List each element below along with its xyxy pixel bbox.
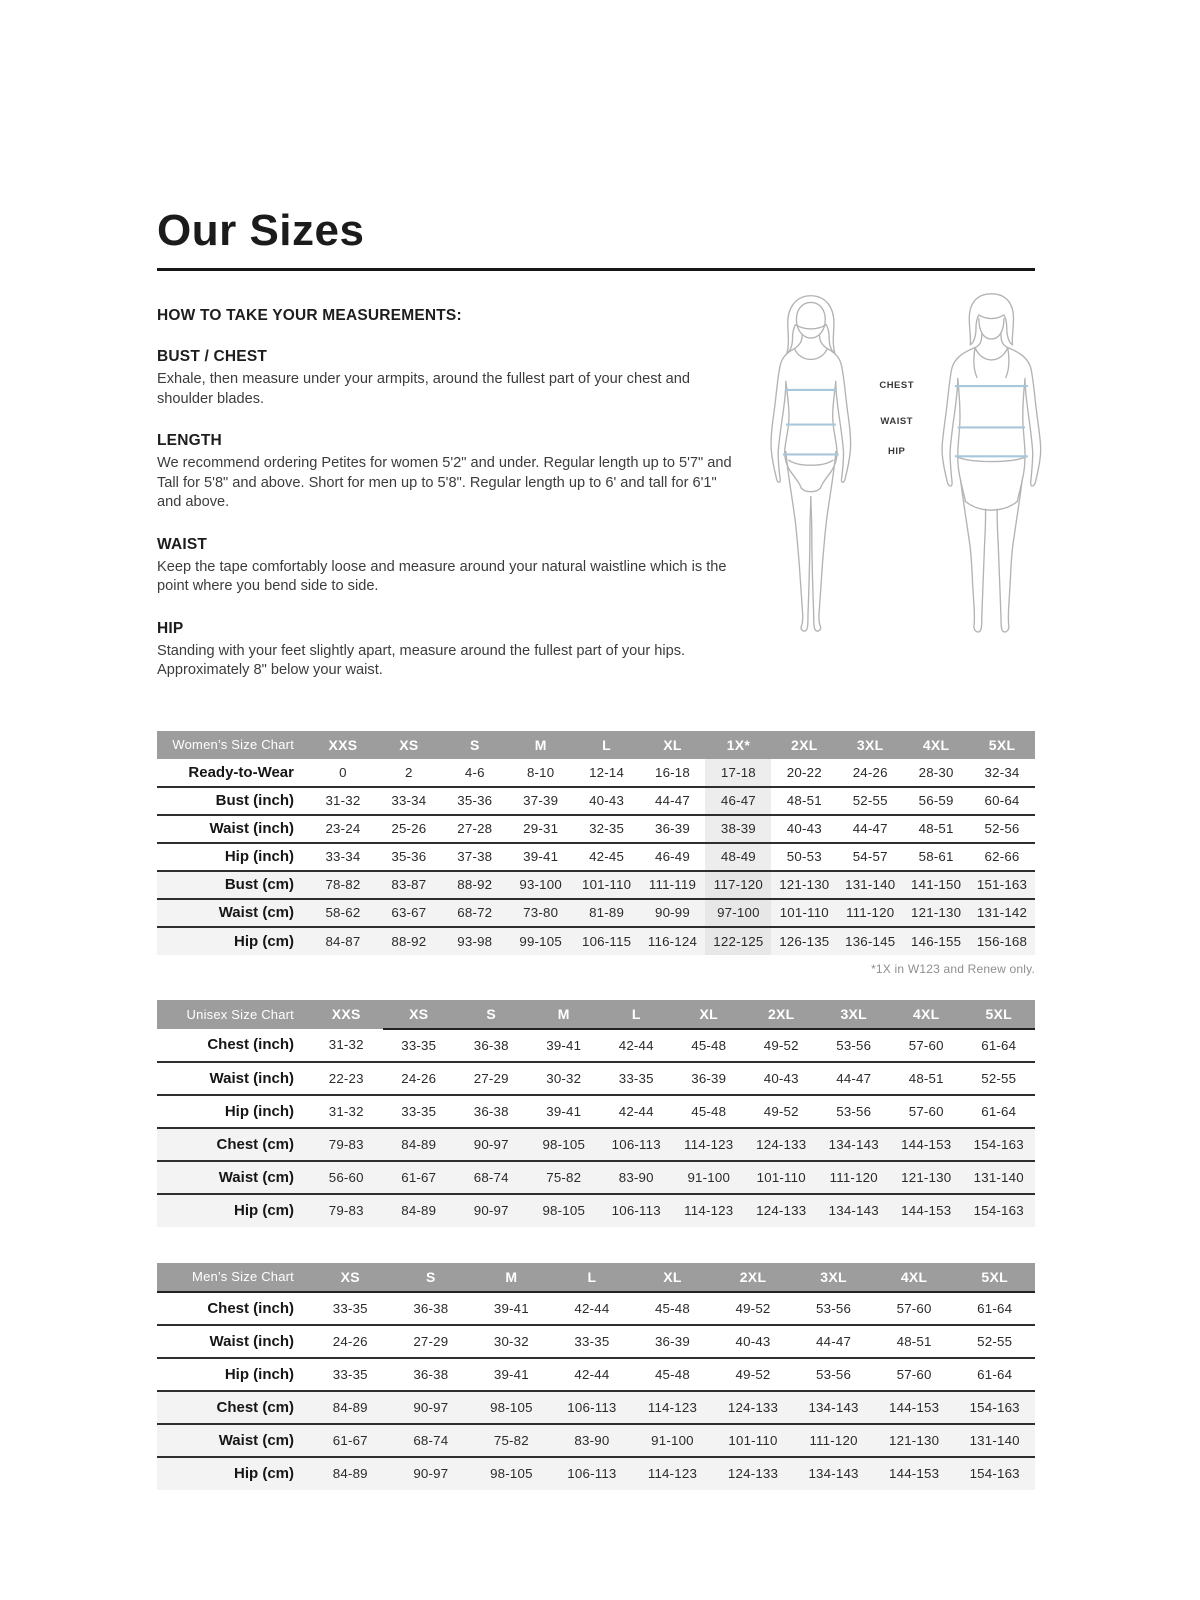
section-length [157, 432, 732, 513]
size-value: 46-47 [705, 787, 771, 815]
table-row [157, 815, 1035, 843]
size-value: 61-64 [981, 1037, 1017, 1053]
size-value: 98-105 [528, 1194, 601, 1227]
table-row [157, 1128, 1035, 1161]
row-label: Waist (cm) [157, 1161, 310, 1194]
size-value: 49-52 [735, 1300, 771, 1316]
size-value: 75-82 [528, 1161, 601, 1194]
size-value: 156-168 [969, 927, 1035, 955]
size-value: 124-133 [745, 1128, 818, 1161]
female-figure-icon [757, 283, 865, 645]
section-heading: BUST / CHEST [157, 348, 268, 365]
size-value: 99-105 [508, 927, 574, 955]
row-label: Hip (inch) [157, 1358, 310, 1391]
size-header: 5XL [969, 731, 1035, 759]
size-value: 54-57 [837, 843, 903, 871]
size-value: 50-53 [771, 843, 837, 871]
row-label: Waist (inch) [157, 1062, 310, 1095]
size-value: 2 [405, 764, 413, 780]
how-to-heading: HOW TO TAKE YOUR MEASUREMENTS: [157, 307, 462, 324]
size-value: 101-110 [771, 899, 837, 927]
size-value: 56-59 [903, 787, 969, 815]
size-value: 39-41 [471, 1358, 552, 1391]
size-header: S [455, 1000, 528, 1029]
size-value: 58-61 [903, 843, 969, 871]
size-value: 22-23 [310, 1062, 383, 1095]
size-value: 144-153 [874, 1457, 955, 1490]
size-value: 27-29 [455, 1062, 528, 1095]
size-value: 154-163 [954, 1391, 1035, 1424]
size-header: 4XL [903, 731, 969, 759]
size-value: 57-60 [874, 1358, 955, 1391]
row-label: Chest (inch) [207, 1299, 294, 1317]
size-value: 84-89 [310, 1391, 391, 1424]
row-label: Hip (cm) [157, 1194, 310, 1227]
male-figure-icon [926, 283, 1057, 645]
size-value: 8-10 [526, 764, 555, 780]
size-value: 90-99 [640, 899, 706, 927]
size-value: 52-55 [954, 1325, 1035, 1358]
size-header: XS [383, 1000, 456, 1029]
size-value: 84-89 [383, 1128, 456, 1161]
size-value: 90-97 [391, 1391, 472, 1424]
size-value: 27-28 [442, 815, 508, 843]
size-value: 131-140 [963, 1161, 1036, 1194]
size-value: 33-34 [376, 787, 442, 815]
size-value: 111-119 [640, 871, 706, 899]
size-value: 38-39 [705, 815, 771, 843]
size-value: 84-89 [310, 1457, 391, 1490]
size-value: 63-67 [376, 899, 442, 927]
size-value: 88-92 [376, 927, 442, 955]
size-header: M [528, 1000, 601, 1029]
size-value: 12-14 [589, 764, 625, 780]
size-value: 106-113 [600, 1194, 673, 1227]
size-value: 53-56 [818, 1095, 891, 1128]
size-value: 121-130 [874, 1424, 955, 1457]
size-header: XL [640, 731, 706, 759]
size-header: S [442, 731, 508, 759]
row-label: Hip (cm) [157, 1457, 310, 1490]
size-value: 48-51 [874, 1325, 955, 1358]
size-value: 42-45 [574, 843, 640, 871]
table-footnote: *1X in W123 and Renew only. [871, 961, 1035, 976]
size-value: 134-143 [818, 1194, 891, 1227]
row-label: Bust (inch) [157, 787, 310, 815]
size-value: 93-98 [442, 927, 508, 955]
size-value: 68-74 [455, 1161, 528, 1194]
size-value: 37-39 [508, 787, 574, 815]
size-value: 98-105 [471, 1391, 552, 1424]
size-value: 36-39 [673, 1062, 746, 1095]
size-value: 79-83 [310, 1194, 383, 1227]
size-value: 25-26 [376, 815, 442, 843]
womens-size-chart [157, 731, 1035, 955]
size-value: 154-163 [954, 1457, 1035, 1490]
size-value: 17-18 [705, 759, 771, 787]
size-value: 117-120 [705, 871, 771, 899]
size-value: 90-97 [391, 1457, 472, 1490]
size-value: 111-120 [837, 899, 903, 927]
size-value: 98-105 [528, 1128, 601, 1161]
size-value: 31-32 [310, 1095, 383, 1128]
size-value: 116-124 [640, 927, 706, 955]
section-heading: LENGTH [157, 432, 222, 449]
size-value: 42-44 [618, 1037, 654, 1053]
size-value: 114-123 [673, 1194, 746, 1227]
section-bust-chest [157, 348, 732, 409]
size-value: 121-130 [771, 871, 837, 899]
section-heading: HIP [157, 619, 184, 637]
size-header: 4XL [874, 1263, 955, 1292]
size-value: 144-153 [890, 1128, 963, 1161]
size-value: 57-60 [908, 1037, 944, 1053]
size-value: 44-47 [818, 1062, 891, 1095]
size-value: 44-47 [837, 815, 903, 843]
size-value: 93-100 [508, 871, 574, 899]
size-value: 124-133 [745, 1194, 818, 1227]
title-divider [157, 268, 1035, 271]
size-value: 36-38 [455, 1095, 528, 1128]
size-value: 36-38 [391, 1358, 472, 1391]
size-header: S [391, 1263, 472, 1292]
size-value: 121-130 [890, 1161, 963, 1194]
size-header: L [552, 1263, 633, 1292]
size-value: 131-142 [969, 899, 1035, 927]
size-value: 49-52 [763, 1037, 799, 1053]
row-label: Bust (cm) [157, 871, 310, 899]
size-header: XXS [310, 731, 376, 759]
size-value: 39-41 [528, 1095, 601, 1128]
size-value: 114-123 [673, 1128, 746, 1161]
womens-size-chart-title: Women’s Size Chart [157, 731, 310, 759]
size-value: 131-140 [954, 1424, 1035, 1457]
size-value: 154-163 [963, 1128, 1036, 1161]
table-row [157, 1062, 1035, 1095]
size-value: 35-36 [442, 787, 508, 815]
size-header: 4XL [890, 1000, 963, 1029]
size-value: 20-22 [786, 764, 822, 780]
mens-size-chart [157, 1263, 1035, 1490]
size-value: 121-130 [903, 899, 969, 927]
size-value: 57-60 [896, 1300, 932, 1316]
size-header: XL [673, 1000, 746, 1029]
size-value: 124-133 [713, 1457, 794, 1490]
size-value: 48-51 [903, 815, 969, 843]
row-label: Hip (inch) [157, 1095, 310, 1128]
content-column [157, 0, 1035, 1490]
size-value: 114-123 [632, 1457, 713, 1490]
section-hip [157, 620, 732, 681]
section-body: Exhale, then measure under your armpits, around the fullest part of your chest and shoulder blades. [157, 371, 690, 407]
size-value: 106-113 [600, 1128, 673, 1161]
size-value: 39-41 [546, 1037, 582, 1053]
size-value: 83-90 [552, 1424, 633, 1457]
waist-label: WAIST [880, 416, 913, 427]
section-body: Keep the tape comfortably loose and measure around your natural waistline which is the point where you bend side to side. [157, 558, 727, 594]
size-header: 2XL [771, 731, 837, 759]
mens-size-chart-wrap [157, 1263, 1035, 1490]
size-value: 30-32 [471, 1325, 552, 1358]
size-value: 73-80 [508, 899, 574, 927]
size-value: 68-72 [442, 899, 508, 927]
size-value: 79-83 [310, 1128, 383, 1161]
size-value: 58-62 [310, 899, 376, 927]
size-value: 42-44 [552, 1358, 633, 1391]
size-value: 53-56 [793, 1358, 874, 1391]
size-header: L [600, 1000, 673, 1029]
table-row [157, 899, 1035, 927]
size-value: 90-97 [455, 1194, 528, 1227]
row-label: Hip (cm) [157, 927, 310, 955]
size-value: 36-38 [413, 1300, 449, 1316]
size-header: 3XL [818, 1000, 891, 1029]
size-value: 124-133 [713, 1391, 794, 1424]
size-value: 68-74 [391, 1424, 472, 1457]
size-value: 136-145 [837, 927, 903, 955]
size-value: 45-48 [673, 1095, 746, 1128]
size-value: 97-100 [705, 899, 771, 927]
page-title: Our Sizes [157, 206, 365, 255]
unisex-size-chart-title: Unisex Size Chart [157, 1000, 310, 1029]
table-row [157, 759, 1035, 787]
size-value: 32-34 [984, 764, 1020, 780]
size-value: 114-123 [632, 1391, 713, 1424]
size-header: XS [376, 731, 442, 759]
table-row [157, 1095, 1035, 1128]
size-value: 111-120 [793, 1424, 874, 1457]
size-value: 61-67 [383, 1161, 456, 1194]
table-row [157, 1194, 1035, 1227]
size-header: 1X* [705, 731, 771, 759]
section-body: We recommend ordering Petites for women 5'2" and under. Regular length up to 5'7" and Tall for 5'8" and above. Short for men up to 5'8". Regular length up to 6' and tall for 6'1" and above. [157, 455, 732, 510]
size-value: 45-48 [654, 1300, 690, 1316]
size-value: 33-35 [600, 1062, 673, 1095]
size-value: 31-32 [328, 1037, 364, 1052]
size-value: 16-18 [654, 764, 690, 780]
size-value: 154-163 [963, 1194, 1036, 1227]
size-value: 57-60 [890, 1095, 963, 1128]
size-value: 33-35 [401, 1037, 437, 1053]
table-row [157, 1424, 1035, 1457]
table-row [157, 1457, 1035, 1490]
row-label: Chest (inch) [207, 1036, 294, 1053]
section-body: Standing with your feet slightly apart, measure around the fullest part of your hips. Approximately 8" below your waist. [157, 642, 686, 678]
chest-label: CHEST [879, 380, 915, 391]
measurement-figures [757, 283, 1057, 645]
size-value: 75-82 [471, 1424, 552, 1457]
size-value: 35-36 [376, 843, 442, 871]
size-value: 101-110 [574, 871, 640, 899]
size-value: 44-47 [640, 787, 706, 815]
table-row [157, 787, 1035, 815]
size-value: 40-43 [771, 815, 837, 843]
size-value: 40-43 [713, 1325, 794, 1358]
size-value: 4-6 [464, 764, 485, 780]
size-value: 23-24 [310, 815, 376, 843]
table-row [157, 843, 1035, 871]
unisex-size-chart [157, 1000, 1035, 1227]
unisex-size-chart-wrap [157, 1000, 1035, 1227]
size-header: M [471, 1263, 552, 1292]
size-value: 101-110 [745, 1161, 818, 1194]
size-value: 49-52 [745, 1095, 818, 1128]
size-value: 126-135 [771, 927, 837, 955]
size-value: 111-120 [818, 1161, 891, 1194]
size-value: 60-64 [969, 787, 1035, 815]
size-value: 33-34 [310, 843, 376, 871]
size-value: 134-143 [793, 1457, 874, 1490]
section-waist [157, 536, 732, 597]
size-value: 24-26 [852, 764, 888, 780]
size-value: 32-35 [574, 815, 640, 843]
size-value: 24-26 [383, 1062, 456, 1095]
size-value: 49-52 [713, 1358, 794, 1391]
size-value: 44-47 [793, 1325, 874, 1358]
size-value: 101-110 [713, 1424, 794, 1457]
table-row [157, 1161, 1035, 1194]
size-value: 83-90 [600, 1161, 673, 1194]
size-value: 48-51 [890, 1062, 963, 1095]
row-label: Chest (cm) [157, 1128, 310, 1161]
row-label: Hip (inch) [157, 843, 310, 871]
table-row [157, 1325, 1035, 1358]
size-value: 151-163 [969, 871, 1035, 899]
size-value: 84-89 [383, 1194, 456, 1227]
mens-size-chart-title: Men’s Size Chart [157, 1263, 310, 1292]
size-value: 48-49 [705, 843, 771, 871]
size-value: 36-39 [640, 815, 706, 843]
size-header: XS [310, 1263, 391, 1292]
womens-size-chart-wrap [157, 731, 1035, 976]
size-header: XL [632, 1263, 713, 1292]
size-header: 5XL [963, 1000, 1036, 1029]
size-value: 106-113 [552, 1391, 633, 1424]
size-value: 98-105 [471, 1457, 552, 1490]
size-value: 53-56 [816, 1300, 852, 1316]
size-value: 91-100 [632, 1424, 713, 1457]
size-value: 24-26 [310, 1325, 391, 1358]
size-value: 61-64 [963, 1095, 1036, 1128]
size-value: 146-155 [903, 927, 969, 955]
table-row [157, 1029, 1035, 1062]
size-value: 39-41 [508, 843, 574, 871]
size-value: 42-44 [574, 1300, 610, 1316]
size-value: 29-31 [508, 815, 574, 843]
size-value: 134-143 [793, 1391, 874, 1424]
size-value: 88-92 [442, 871, 508, 899]
size-value: 40-43 [745, 1062, 818, 1095]
size-value: 52-56 [969, 815, 1035, 843]
size-value: 33-35 [310, 1358, 391, 1391]
row-label: Waist (inch) [157, 815, 310, 843]
size-value: 78-82 [310, 871, 376, 899]
size-value: 81-89 [574, 899, 640, 927]
size-value: 83-87 [376, 871, 442, 899]
size-header: L [574, 731, 640, 759]
size-value: 45-48 [691, 1037, 727, 1053]
size-header: 5XL [954, 1263, 1035, 1292]
size-value: 39-41 [493, 1300, 529, 1316]
size-header: 2XL [745, 1000, 818, 1029]
table-row [157, 1292, 1035, 1325]
size-value: 30-32 [528, 1062, 601, 1095]
size-value: 61-64 [954, 1358, 1035, 1391]
size-value: 31-32 [310, 787, 376, 815]
section-heading: WAIST [157, 535, 208, 553]
table-row [157, 927, 1035, 955]
size-header: XXS [310, 1000, 383, 1029]
size-value: 33-35 [552, 1325, 633, 1358]
table-row [157, 871, 1035, 899]
size-value: 61-64 [977, 1300, 1013, 1316]
measure-labels [865, 283, 927, 645]
size-value: 144-153 [874, 1391, 955, 1424]
size-value: 56-60 [310, 1161, 383, 1194]
size-value: 84-87 [310, 927, 376, 955]
size-value: 42-44 [600, 1095, 673, 1128]
size-value: 134-143 [818, 1128, 891, 1161]
size-value: 52-55 [837, 787, 903, 815]
size-value: 48-51 [771, 787, 837, 815]
size-value: 106-115 [574, 927, 640, 955]
row-label: Ready-to-Wear [188, 763, 294, 781]
size-value: 0 [339, 764, 347, 780]
size-value: 61-67 [310, 1424, 391, 1457]
size-header: 3XL [837, 731, 903, 759]
size-value: 90-97 [455, 1128, 528, 1161]
row-label: Waist (cm) [157, 1424, 310, 1457]
size-value: 122-125 [705, 927, 771, 955]
size-value: 141-150 [903, 871, 969, 899]
size-value: 106-113 [552, 1457, 633, 1490]
size-value: 36-38 [473, 1037, 509, 1053]
size-value: 131-140 [837, 871, 903, 899]
size-header: 3XL [793, 1263, 874, 1292]
size-value: 40-43 [574, 787, 640, 815]
size-value: 52-55 [963, 1062, 1036, 1095]
size-value: 28-30 [918, 764, 954, 780]
row-label: Waist (cm) [157, 899, 310, 927]
size-value: 33-35 [332, 1300, 368, 1316]
row-label: Waist (inch) [157, 1325, 310, 1358]
size-value: 33-35 [383, 1095, 456, 1128]
hip-label: HIP [888, 446, 906, 457]
size-value: 45-48 [632, 1358, 713, 1391]
size-value: 53-56 [836, 1037, 872, 1053]
size-value: 46-49 [640, 843, 706, 871]
size-value: 62-66 [969, 843, 1035, 871]
size-header: M [508, 731, 574, 759]
size-header: 2XL [713, 1263, 794, 1292]
size-value: 36-39 [632, 1325, 713, 1358]
size-value: 27-29 [391, 1325, 472, 1358]
size-value: 91-100 [673, 1161, 746, 1194]
size-value: 144-153 [890, 1194, 963, 1227]
table-row [157, 1358, 1035, 1391]
row-label: Chest (cm) [157, 1391, 310, 1424]
size-value: 37-38 [442, 843, 508, 871]
table-row [157, 1391, 1035, 1424]
